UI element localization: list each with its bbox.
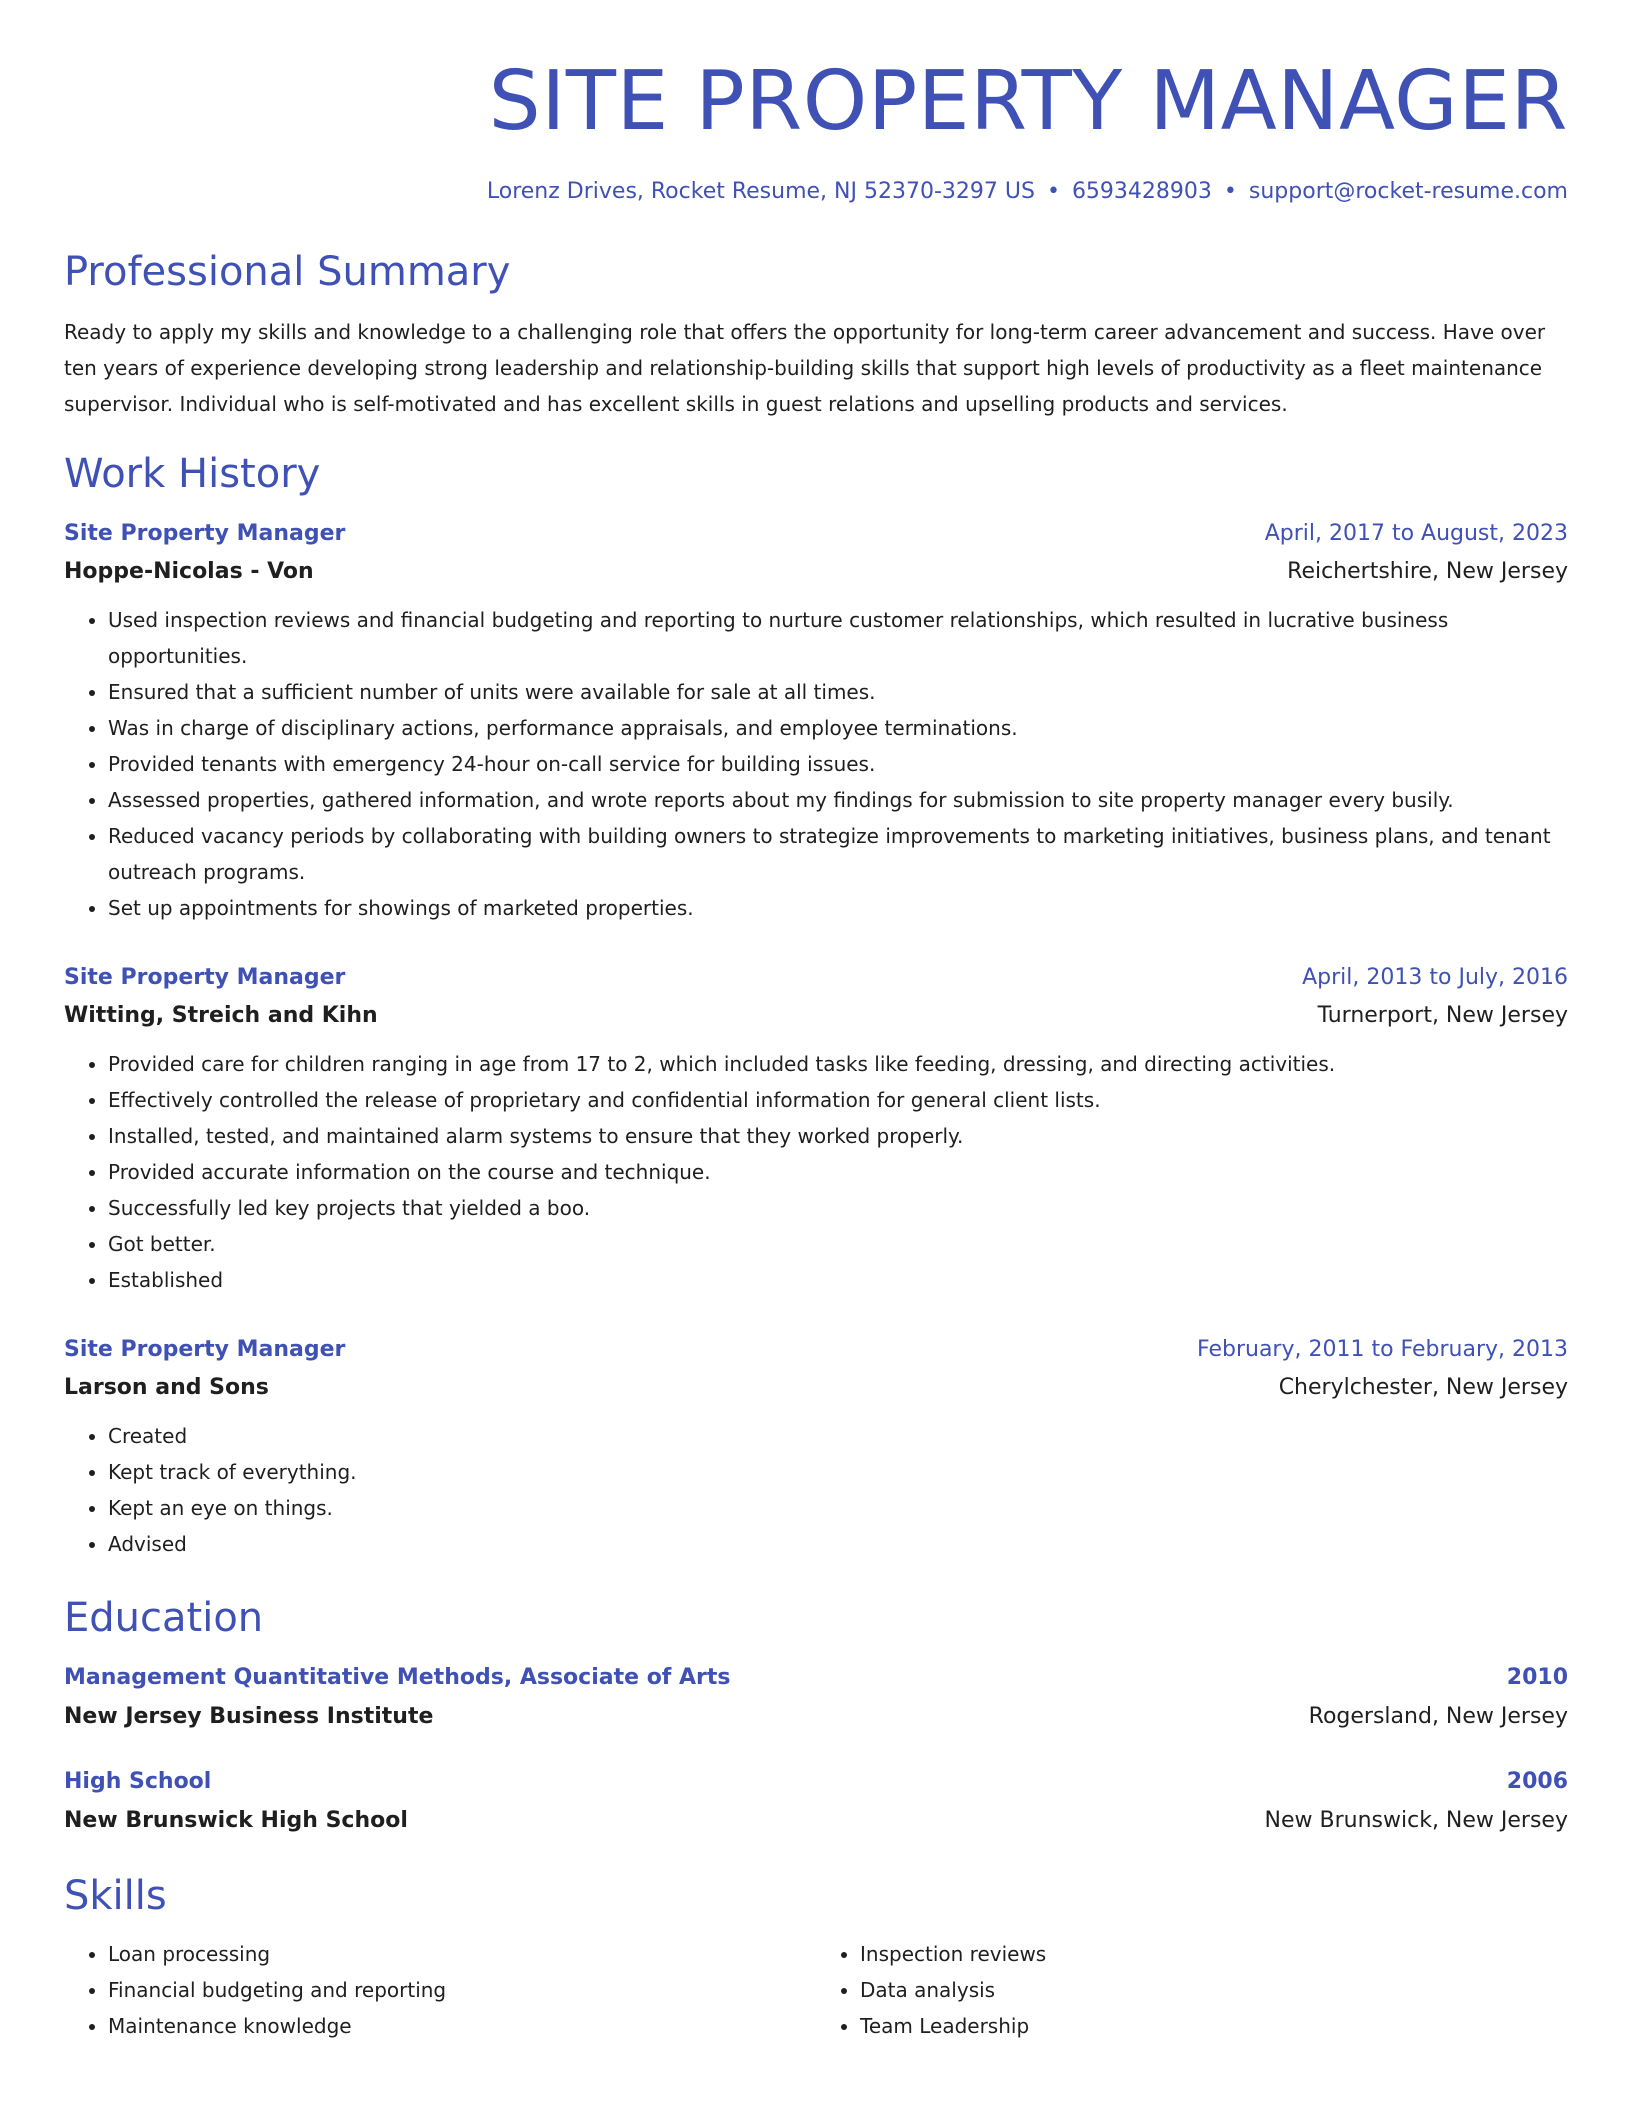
summary-text: Ready to apply my skills and knowledge to a challenging role that offers the opportunity for long-term career advancement and success. Have over ten years of experience developing strong leadership and relationship-building skills that support high levels of productivity as a fleet maintenance supervisor. Individual who is self-motivated and has excellent skills in guest relations and upselling products and services. <box>64 320 1546 416</box>
contact-address: Lorenz Drives, Rocket Resume, NJ 52370-3297 US <box>486 179 1035 204</box>
education-degree: Management Quantitative Methods, Associate of Arts <box>64 1665 731 1690</box>
job-bullet: • Provided care for children ranging in age from 17 to 2, which included tasks like feeding, dressing, and directing activities. <box>108 1046 1568 1082</box>
job-bullet: • Advised <box>108 1526 1568 1562</box>
contact-line <box>64 176 1568 208</box>
job-bullets <box>64 1046 1568 1298</box>
job-bullet: • Successfully led key projects that yielded a boo. <box>108 1190 1568 1226</box>
job-bullet: • Installed, tested, and maintained alarm systems to ensure that they worked properly. <box>108 1118 1568 1154</box>
education-school: New Brunswick High School <box>64 1808 408 1833</box>
skill-item: • Team Leadership <box>860 2008 1568 2044</box>
job-bullet: • Provided tenants with emergency 24-hour on-call service for building issues. <box>108 746 1568 782</box>
candidate-title: SITE PROPERTY MANAGER <box>488 54 1568 149</box>
job-location: Reichertshire, New Jersey <box>1287 559 1568 584</box>
job-bullets <box>64 602 1568 926</box>
job-company: Witting, Streich and Kihn <box>64 1003 378 1028</box>
job-subheader <box>64 1368 1568 1408</box>
contact-phone: 6593428903 <box>1071 179 1212 204</box>
job-dates: April, 2013 to July, 2016 <box>1302 965 1568 990</box>
job-header <box>64 1332 1568 1368</box>
job-role: Site Property Manager <box>64 965 346 990</box>
job-dates: April, 2017 to August, 2023 <box>1264 521 1568 546</box>
skill-item: • Financial budgeting and reporting <box>108 1972 816 2008</box>
education-location: Rogersland, New Jersey <box>1308 1704 1568 1729</box>
contact-email: support@rocket-resume.com <box>1248 179 1568 204</box>
work-history-list <box>64 516 1568 1562</box>
section-title-education: Education <box>64 1595 264 1641</box>
contact-separator: • <box>1223 179 1237 204</box>
job-dates: February, 2011 to February, 2013 <box>1197 1337 1568 1362</box>
job-subheader <box>64 552 1568 592</box>
job-bullet: • Established <box>108 1262 1568 1298</box>
job-bullet: • Kept track of everything. <box>108 1454 1568 1490</box>
job-bullet: • Set up appointments for showings of marketed properties. <box>108 890 1568 926</box>
education-year: 2006 <box>1506 1769 1568 1794</box>
job-entry <box>64 1332 1568 1562</box>
skill-item: • Data analysis <box>860 1972 1568 2008</box>
job-company: Larson and Sons <box>64 1375 269 1400</box>
skills-column-left <box>64 1936 816 2044</box>
job-bullet: • Ensured that a sufficient number of units were available for sale at all times. <box>108 674 1568 710</box>
skill-item: • Loan processing <box>108 1936 816 1972</box>
education-entry <box>64 1660 1568 1738</box>
education-year: 2010 <box>1506 1665 1568 1690</box>
skills-grid <box>64 1936 1568 2044</box>
job-role: Site Property Manager <box>64 521 346 546</box>
education-header <box>64 1660 1568 1696</box>
contact-separator: • <box>1046 179 1060 204</box>
job-bullet: • Provided accurate information on the course and technique. <box>108 1154 1568 1190</box>
education-location: New Brunswick, New Jersey <box>1264 1808 1568 1833</box>
education-header <box>64 1764 1568 1800</box>
job-header <box>64 516 1568 552</box>
resume-header <box>64 0 1568 208</box>
education-degree: High School <box>64 1769 212 1794</box>
education-subheader <box>64 1696 1568 1738</box>
job-header <box>64 960 1568 996</box>
job-bullet: • Created <box>108 1418 1568 1454</box>
job-bullet: • Used inspection reviews and financial budgeting and reporting to nurture customer relationships, which resulted in lucrative business opportunities. <box>108 602 1568 674</box>
job-location: Turnerport, New Jersey <box>1317 1003 1568 1028</box>
job-bullet: • Got better. <box>108 1226 1568 1262</box>
job-bullet: • Kept an eye on things. <box>108 1490 1568 1526</box>
job-location: Cherylchester, New Jersey <box>1278 1375 1568 1400</box>
job-entry <box>64 960 1568 1298</box>
job-bullet: • Assessed properties, gathered information, and wrote reports about my findings for submission to site property manager every busily. <box>108 782 1568 818</box>
education-school: New Jersey Business Institute <box>64 1704 434 1729</box>
job-bullet: • Effectively controlled the release of proprietary and confidential information for general client lists. <box>108 1082 1568 1118</box>
job-role: Site Property Manager <box>64 1337 346 1362</box>
skill-item: • Inspection reviews <box>860 1936 1568 1972</box>
job-bullet: • Was in charge of disciplinary actions, performance appraisals, and employee terminations. <box>108 710 1568 746</box>
job-subheader <box>64 996 1568 1036</box>
education-subheader <box>64 1800 1568 1842</box>
skill-item: • Maintenance knowledge <box>108 2008 816 2044</box>
job-entry <box>64 516 1568 926</box>
section-title-work-history: Work History <box>64 451 321 497</box>
section-title-skills: Skills <box>64 1873 167 1919</box>
job-company: Hoppe-Nicolas - Von <box>64 559 314 584</box>
job-bullet: • Reduced vacancy periods by collaborating with building owners to strategize improvements to marketing initiatives, business plans, and tenant outreach programs. <box>108 818 1568 890</box>
skills-column-right <box>816 1936 1568 2044</box>
job-bullets <box>64 1418 1568 1562</box>
education-entry <box>64 1764 1568 1842</box>
section-title-summary: Professional Summary <box>64 249 511 295</box>
